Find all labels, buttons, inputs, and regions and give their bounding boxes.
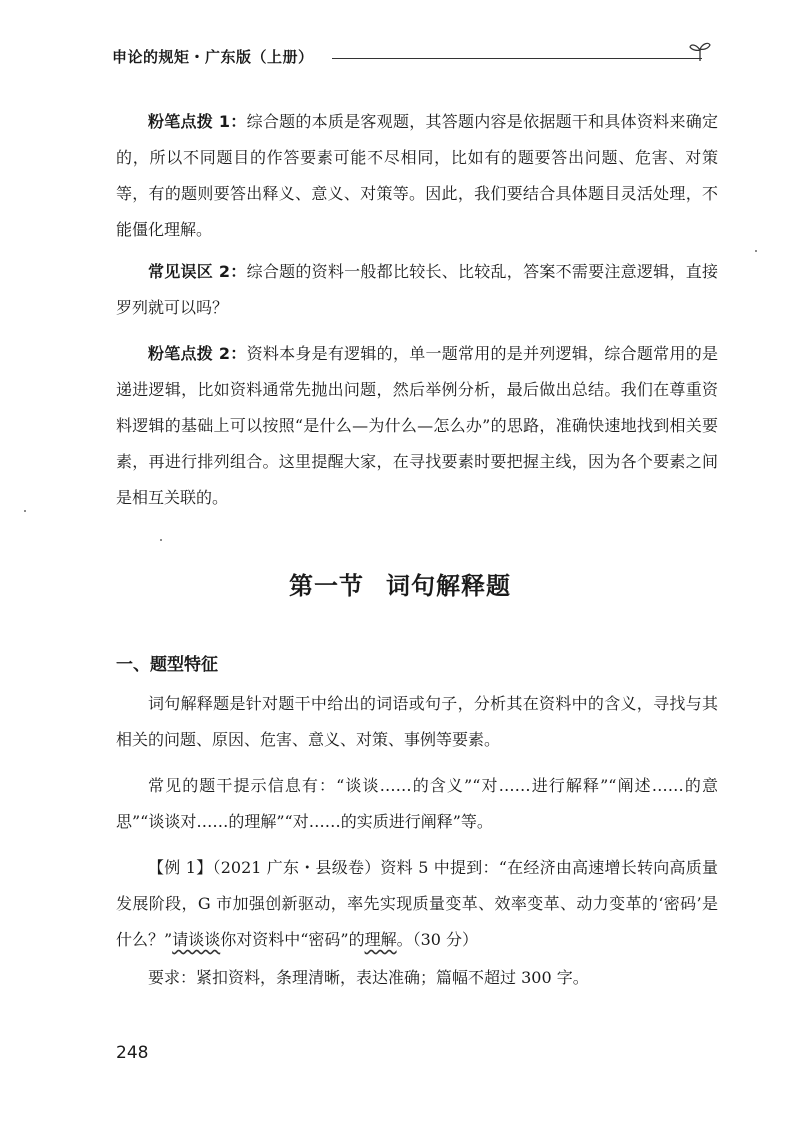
example-1-emphasis-request: 请谈谈 bbox=[172, 930, 221, 949]
header-title: 申论的规矩・广东版（上册） bbox=[112, 48, 314, 66]
mistake-2-paragraph bbox=[116, 254, 718, 326]
intro-paragraph: 词句解释题是针对题干中给出的词语或句子，分析其在资料中的含义，寻找与其相关的问题、原因、危害、意义、对策、事例等要素。 bbox=[116, 694, 718, 749]
subheading-question-features: 一、题型特征 bbox=[116, 655, 218, 675]
sprout-icon bbox=[688, 40, 712, 62]
tip-2-paragraph bbox=[116, 336, 718, 516]
section-number: 第一节 bbox=[289, 572, 364, 600]
prompt-hints-paragraph: 常见的题干提示信息有：“谈谈……的含义”“对……进行解释”“阐述……的意思”“谈谈对……的理解”“对……的实质进行阐释”等。 bbox=[116, 776, 718, 831]
mistake-2-text: 综合题的资料一般都比较长、比较乱，答案不需要注意逻辑，直接罗列就可以吗？ bbox=[116, 262, 718, 317]
example-1-emphasis-understanding: 理解 bbox=[364, 930, 397, 949]
section-title bbox=[0, 566, 800, 601]
example-1-text-mid: 你对资料中“密码”的 bbox=[220, 930, 365, 949]
tip-1-text: 综合题的本质是客观题，其答题内容是依据题干和具体资料来确定的，所以不同题目的作答要素可能不尽相同，比如有的题要答出问题、危害、对策等，有的题则要答出释义、意义、对策等。因此，我们要结合具体题目灵活处理，不能僵化理解。 bbox=[116, 112, 718, 239]
header-rule bbox=[332, 58, 702, 59]
scan-speck bbox=[160, 539, 162, 541]
tip-2-label: 粉笔点拨 2： bbox=[148, 344, 247, 363]
tip-1-label: 粉笔点拨 1： bbox=[148, 112, 247, 131]
tip-2-text: 资料本身是有逻辑的，单一题常用的是并列逻辑，综合题常用的是递进逻辑，比如资料通常先抛出问题，然后举例分析，最后做出总结。我们在尊重资料逻辑的基础上可以按照“是什么—为什么—怎么办”的思路，准确快速地找到相关要素，再进行排列组合。这里提醒大家，在寻找要素时要把握主线，因为各个要素之间是相互关联的。 bbox=[116, 344, 718, 507]
example-1-label: 【例 1】 bbox=[148, 858, 213, 877]
scan-speck bbox=[24, 510, 26, 512]
mistake-2-label: 常见误区 2： bbox=[148, 262, 247, 281]
scan-speck bbox=[755, 250, 757, 252]
page-number: 248 bbox=[116, 1043, 149, 1063]
running-header bbox=[112, 40, 712, 70]
example-1-points: 。（30 分） bbox=[396, 930, 479, 949]
example-1-text: （2021 广东・县级卷）资料 5 中提到：“在经济由高速增长转向高质量发展阶段，G 市加强创新驱动，率先实现质量变革、效率变革、动力变革的‘密码’是什么？” bbox=[116, 858, 718, 949]
section-name: 词句解释题 bbox=[386, 572, 511, 600]
tip-1-paragraph bbox=[116, 104, 718, 248]
requirement-paragraph: 要求：紧扣资料，条理清晰，表达准确；篇幅不超过 300 字。 bbox=[148, 968, 589, 987]
example-1-paragraph bbox=[116, 850, 718, 958]
